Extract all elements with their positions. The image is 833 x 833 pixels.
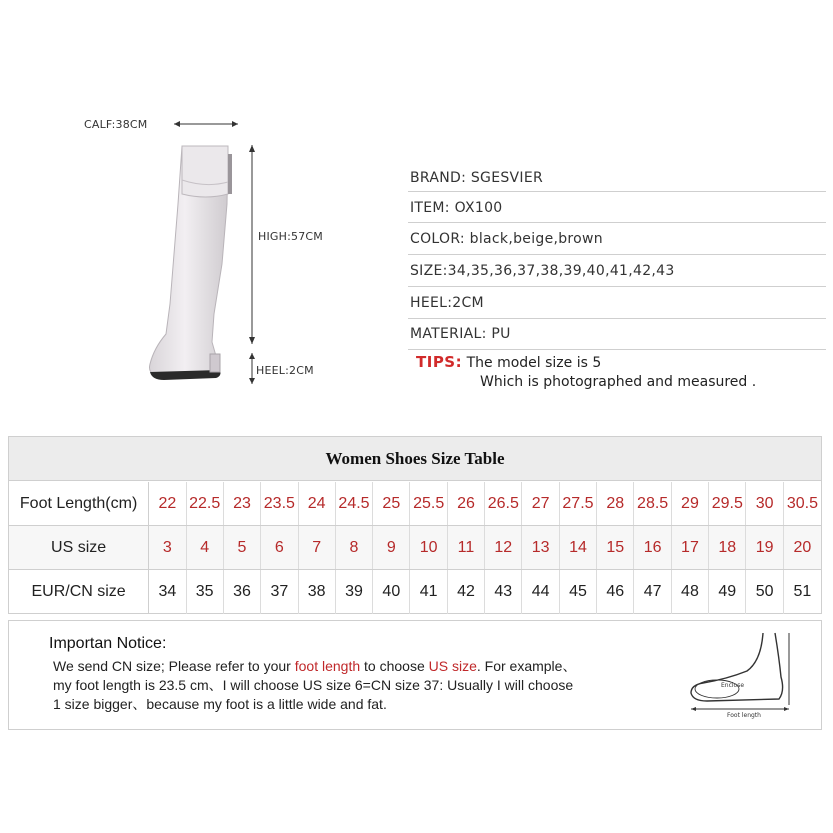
table-cell: 25.5 bbox=[410, 482, 447, 525]
tips-block bbox=[416, 353, 601, 372]
notice-line-2: my foot length is 23.5 cm、I will choose US size 6=CN size 37: Usually I will choose bbox=[53, 677, 574, 693]
table-cell: 18 bbox=[709, 526, 746, 569]
table-cell: 37 bbox=[261, 570, 298, 614]
table-cell: 49 bbox=[709, 570, 746, 614]
table-cell: 26.5 bbox=[485, 482, 522, 525]
row-header: US size bbox=[9, 526, 149, 569]
spec-heel: HEEL:2CM bbox=[410, 295, 484, 311]
table-cell: 17 bbox=[672, 526, 709, 569]
spec-color: COLOR: black,beige,brown bbox=[410, 231, 603, 247]
table-row-foot-length bbox=[9, 482, 821, 526]
spec-divider bbox=[408, 349, 826, 350]
boot-image bbox=[130, 134, 250, 384]
table-cell: 7 bbox=[299, 526, 336, 569]
table-cell: 22 bbox=[149, 482, 186, 525]
table-cell: 45 bbox=[560, 570, 597, 614]
spec-divider bbox=[408, 254, 826, 255]
spec-brand: BRAND: SGESVIER bbox=[410, 170, 544, 186]
notice-highlight: foot length bbox=[294, 658, 361, 674]
table-cell: 40 bbox=[373, 570, 410, 614]
table-cell: 51 bbox=[793, 583, 812, 600]
table-cell: 3 bbox=[149, 526, 186, 569]
foot-length-label: Foot length bbox=[727, 712, 761, 719]
notice-box bbox=[8, 620, 822, 730]
table-cell: 8 bbox=[336, 526, 373, 569]
spec-item: ITEM: OX100 bbox=[410, 200, 503, 216]
table-cell: 34 bbox=[149, 570, 186, 614]
row-header: Foot Length(cm) bbox=[9, 482, 149, 525]
spec-divider bbox=[408, 222, 826, 223]
table-cell: 43 bbox=[485, 570, 522, 614]
size-table-title: Women Shoes Size Table bbox=[9, 437, 821, 481]
table-cell: 28.5 bbox=[634, 482, 671, 525]
table-cell: 23.5 bbox=[261, 482, 298, 525]
table-cell: 15 bbox=[597, 526, 634, 569]
heel-dimension-label: HEEL:2CM bbox=[256, 364, 314, 377]
table-cell: 22.5 bbox=[187, 482, 224, 525]
table-cell: 24 bbox=[299, 482, 336, 525]
table-row-eur-cn-size bbox=[9, 570, 821, 614]
table-cell: 16 bbox=[634, 526, 671, 569]
notice-text: to choose bbox=[360, 658, 429, 674]
tips-colon: : bbox=[455, 353, 463, 371]
tips-line-1: The model size is 5 bbox=[466, 355, 602, 371]
spec-material: MATERIAL: PU bbox=[410, 326, 511, 342]
height-dimension-label: HIGH:57CM bbox=[258, 230, 323, 243]
table-cell: 50 bbox=[746, 570, 783, 614]
table-cell: 35 bbox=[187, 570, 224, 614]
enclose-label: Enclose bbox=[721, 682, 745, 689]
spec-divider bbox=[408, 318, 826, 319]
foot-diagram bbox=[677, 627, 817, 723]
table-cell: 4 bbox=[187, 526, 224, 569]
size-table bbox=[8, 436, 822, 614]
table-cell: 9 bbox=[373, 526, 410, 569]
table-cell: 23 bbox=[224, 482, 261, 525]
notice-line-1 bbox=[53, 656, 576, 676]
table-cell: 41 bbox=[410, 570, 447, 614]
tips-line-2: Which is photographed and measured . bbox=[480, 374, 757, 390]
table-cell: 11 bbox=[448, 526, 485, 569]
calf-dimension-label: CALF:38CM bbox=[84, 118, 148, 131]
table-cell: 27.5 bbox=[560, 482, 597, 525]
notice-line-3: 1 size bigger、because my foot is a little wide and fat. bbox=[53, 696, 387, 712]
table-cell: 39 bbox=[336, 570, 373, 614]
table-cell: 30 bbox=[746, 482, 783, 525]
table-cell: 36 bbox=[224, 570, 261, 614]
tips-label: TIPS bbox=[416, 353, 456, 371]
spec-divider bbox=[408, 191, 826, 192]
table-cell: 30.5 bbox=[786, 494, 818, 512]
table-cell: 10 bbox=[410, 526, 447, 569]
notice-text: . For example、 bbox=[476, 658, 577, 674]
table-cell: 47 bbox=[634, 570, 671, 614]
table-cell: 20 bbox=[793, 538, 812, 556]
spec-divider bbox=[408, 286, 826, 287]
table-cell: 38 bbox=[299, 570, 336, 614]
table-row-us-size bbox=[9, 526, 821, 570]
table-cell: 46 bbox=[597, 570, 634, 614]
table-cell: 14 bbox=[560, 526, 597, 569]
table-cell: 44 bbox=[522, 570, 559, 614]
table-cell: 19 bbox=[746, 526, 783, 569]
table-cell: 42 bbox=[448, 570, 485, 614]
table-cell: 12 bbox=[485, 526, 522, 569]
table-cell: 29.5 bbox=[709, 482, 746, 525]
table-cell: 28 bbox=[597, 482, 634, 525]
table-cell: 13 bbox=[522, 526, 559, 569]
table-cell: 48 bbox=[672, 570, 709, 614]
notice-text: We send CN size; Please refer to your bbox=[53, 658, 295, 674]
table-cell: 29 bbox=[672, 482, 709, 525]
notice-highlight: US size bbox=[428, 658, 477, 674]
table-cell: 6 bbox=[261, 526, 298, 569]
table-cell: 25 bbox=[373, 482, 410, 525]
notice-title: Importan Notice: bbox=[49, 635, 167, 652]
table-cell: 5 bbox=[224, 526, 261, 569]
table-cell: 27 bbox=[522, 482, 559, 525]
row-header: EUR/CN size bbox=[9, 570, 149, 614]
spec-size: SIZE:34,35,36,37,38,39,40,41,42,43 bbox=[410, 263, 675, 279]
table-cell: 26 bbox=[448, 482, 485, 525]
table-cell: 24.5 bbox=[336, 482, 373, 525]
